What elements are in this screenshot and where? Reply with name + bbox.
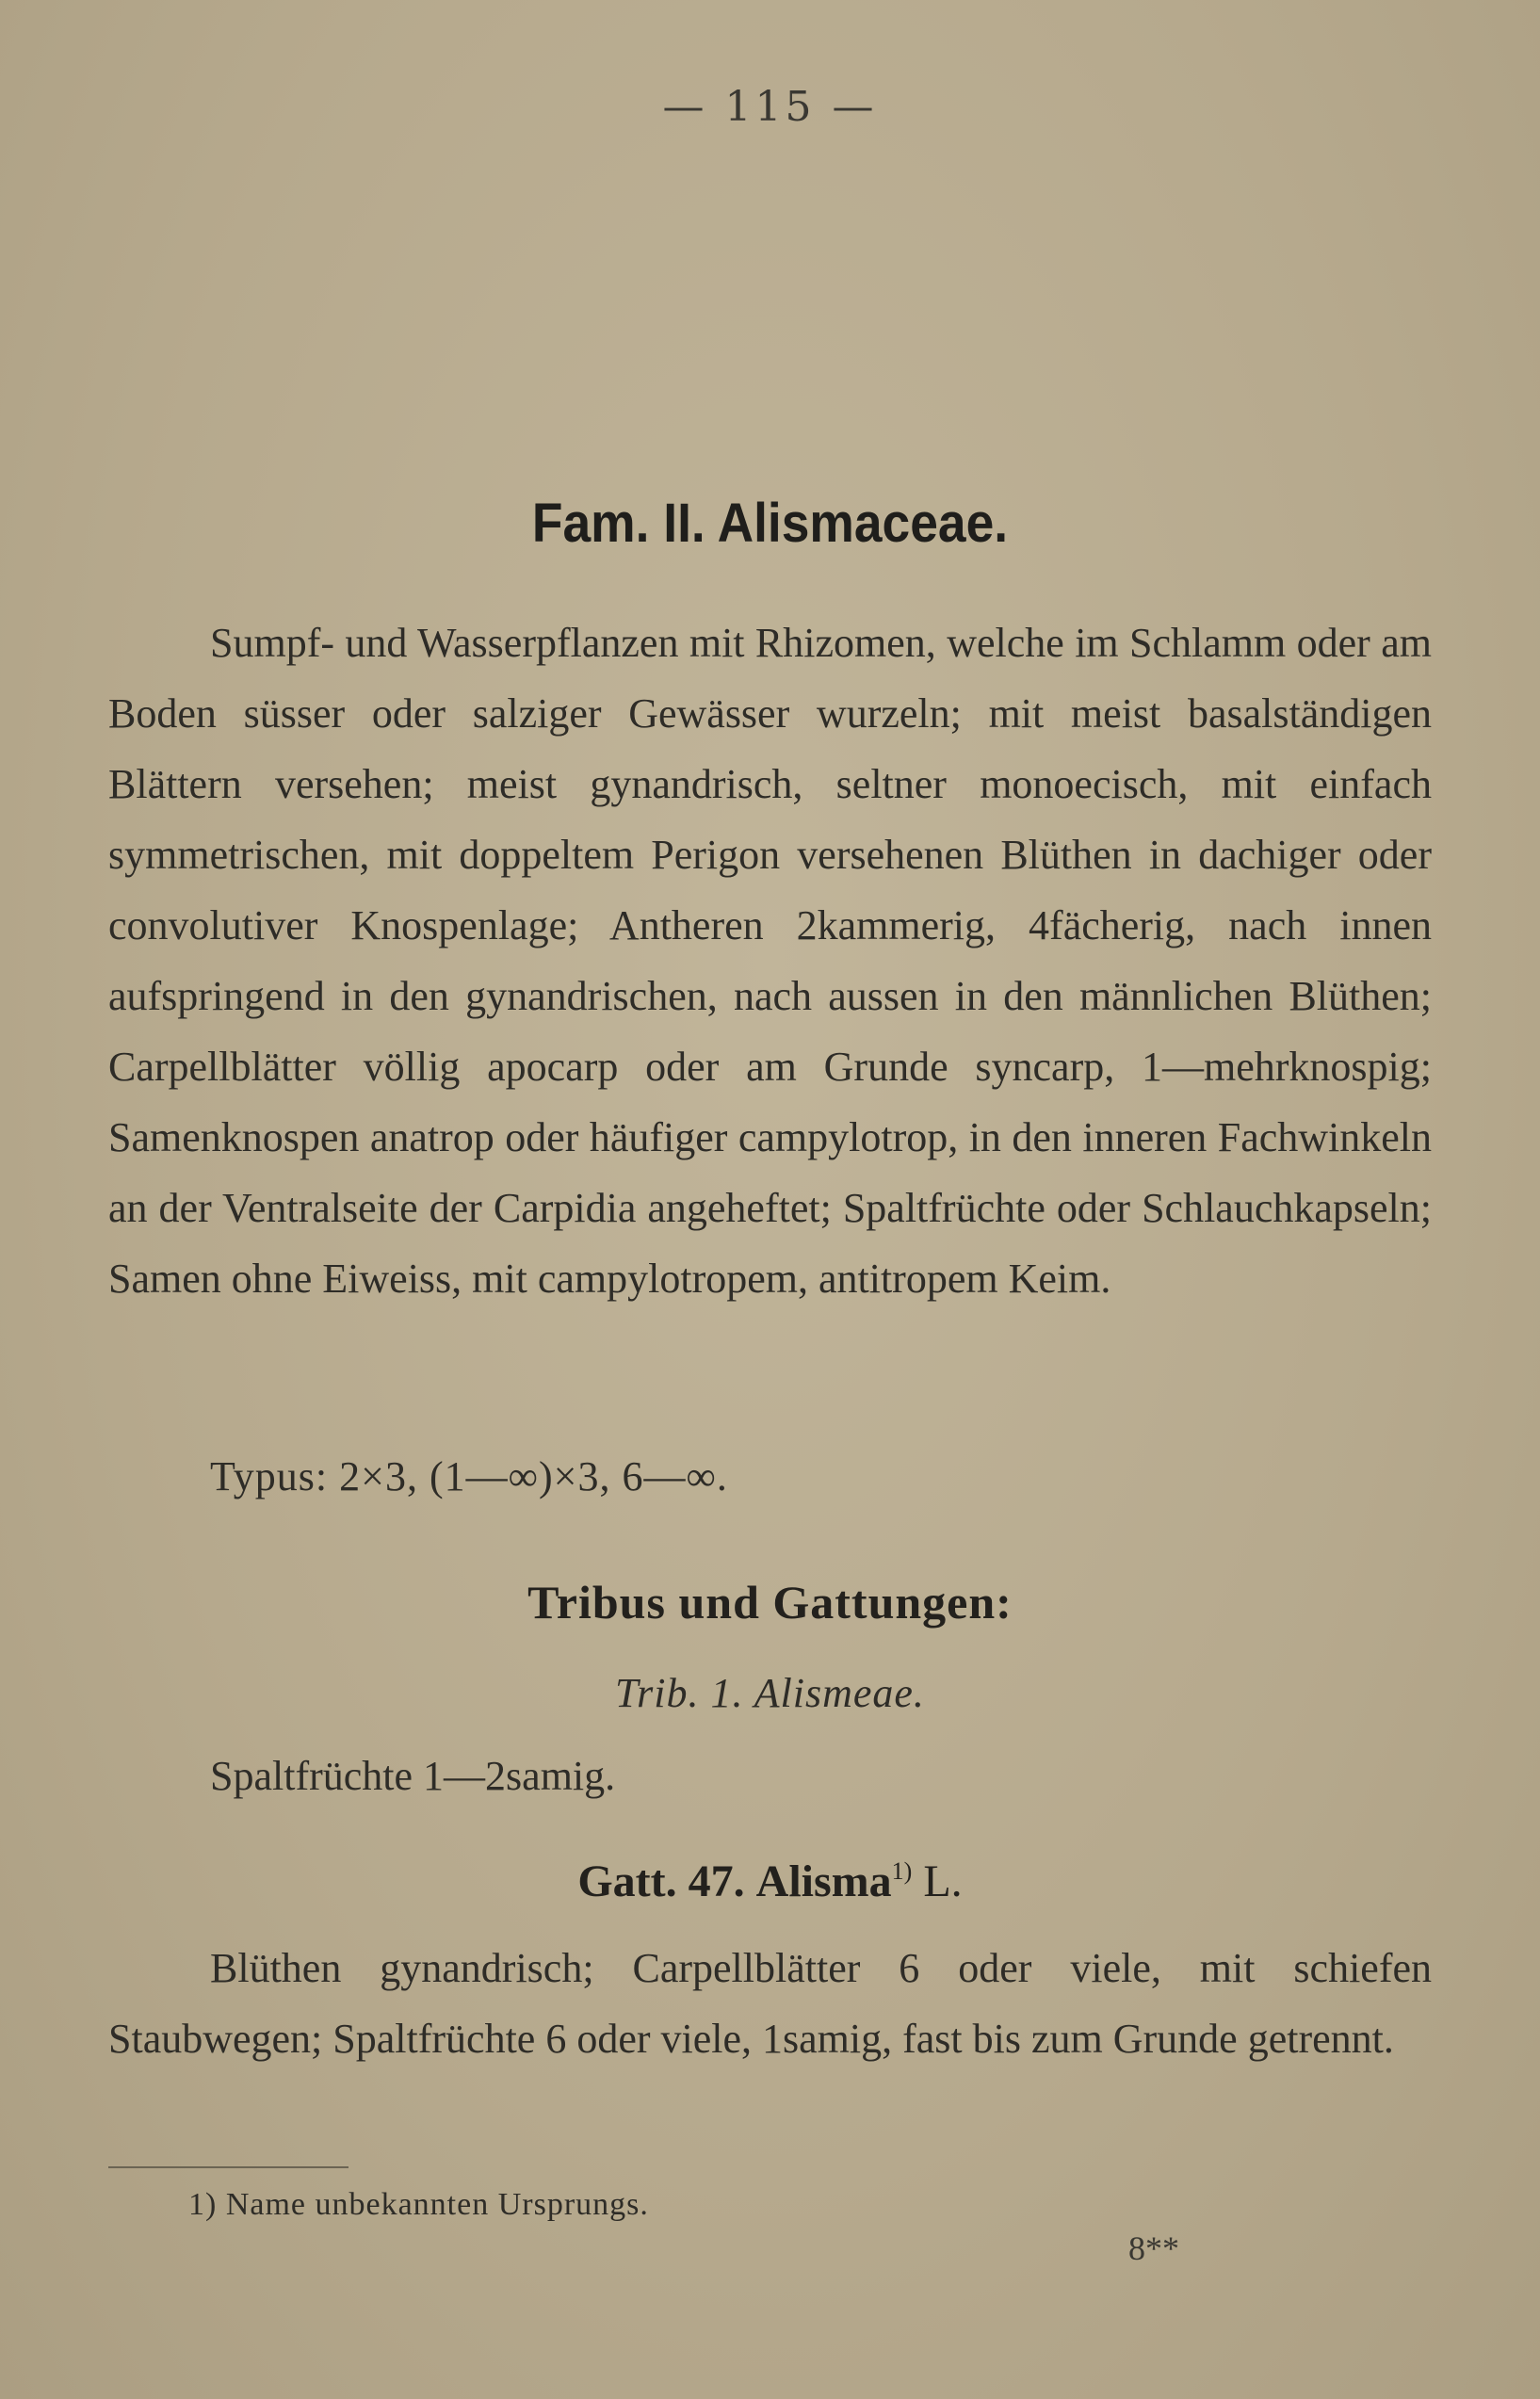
genus-heading [0, 1856, 1540, 1907]
family-heading: Fam. II. Alismaceae. [531, 493, 1009, 554]
signature-mark: 8** [1128, 2229, 1179, 2267]
genus-prefix: Gatt. 47. [577, 1856, 745, 1906]
tribus-heading: Tribus und Gattungen: [527, 1576, 1013, 1629]
footnote-divider [108, 2166, 349, 2168]
typus-formula: Typus: 2×3, (1—∞)×3, 6—∞. [210, 1453, 728, 1499]
genus-description: Blüthen gynandrisch; Carpellblätter 6 oder viele, mit schiefen Staubwegen; Spaltfrüchte 6 oder viele, 1samig, fast bis zum Grunde getrennt. [108, 1945, 1432, 2062]
genus-name: Alisma [755, 1856, 892, 1906]
tribe-name: Trib. 1. Alismeae. [615, 1670, 925, 1716]
family-description: Sumpf- und Wasserpflanzen mit Rhizomen, welche im Schlamm oder am Boden süsser oder salziger Gewässer wurzeln; mit meist basalständigen Blättern versehen; meist gynandrisch, seltner monoecisch, mit einfach symmetrischen, mit doppeltem Perigon versehenen Blüthen in dachiger oder convolutiver Knospenlage; Antheren 2kammerig, 4fächerig, nach innen aufspringend in den gynandrischen, nach aussen in den männlichen Blüthen; Carpellblätter völlig apocarp oder am Grunde syncarp, 1—mehrknospig; Samenknospen anatrop oder häufiger campylotrop, in den inneren Fachwinkeln an der Ventralseite der Carpidia angeheftet; Spaltfrüchte oder Schlauchkapseln; Samen ohne Eiweiss, mit campylotropem, antitropem Keim. [108, 620, 1432, 1302]
genus-author: L. [923, 1856, 963, 1906]
tribe-description: Spaltfrüchte 1—2samig. [210, 1753, 616, 1799]
genus-footnote-mark: 1) [891, 1857, 913, 1885]
page-number: — 115 — [662, 83, 878, 131]
footnote: 1) Name unbekannten Ursprungs. [188, 2187, 649, 2222]
